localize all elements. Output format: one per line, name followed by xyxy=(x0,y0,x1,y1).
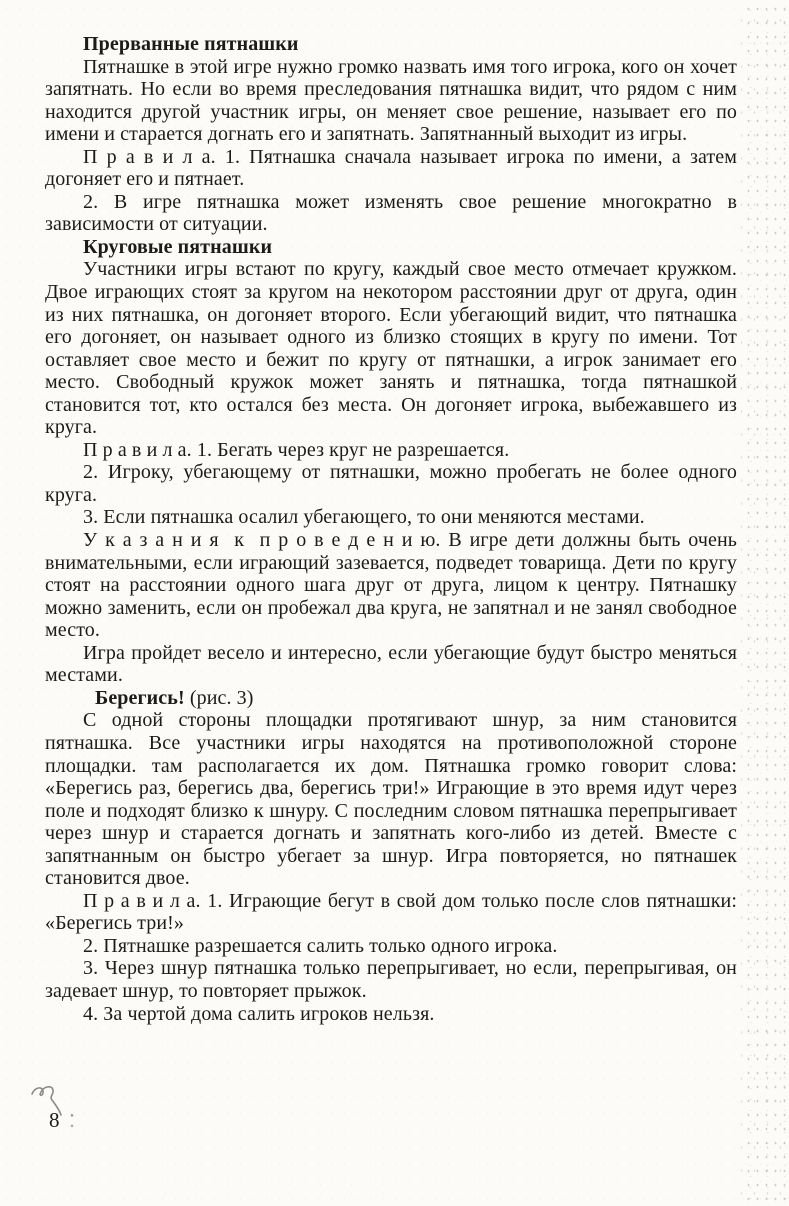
paragraph-text: С одной стороны площадки протягивают шнур, за ним становится пятнашка. Все участники игры находятся на противоположной стороне площадки. там располагается их дом. Пятнашка громко говорит слова: «Берегись раз, берегись два, берегись три!» Играющие в это время идут через поле и подходят близко к шнуру. С последним словом пятнашка перепрыгивает через шнур и старается догнать и запятнать кого-либо из детей. Вместе с запятнанным он быстро убегает за шнур. Игра повторяется, но пятнашек становится двое. xyxy=(45,709,737,890)
scan-noise-right-edge xyxy=(741,0,789,1206)
paragraph-text: 4. За чертой дома салить игроков нельзя. xyxy=(83,1002,435,1025)
rules-lead: П р а в и л а. xyxy=(83,438,192,461)
page-number: 8 xyxy=(49,1108,60,1132)
section-heading-watch-out xyxy=(45,687,737,710)
paragraph-text: 1. Бегать через круг не разрешается. xyxy=(196,438,510,461)
paragraph-rules xyxy=(45,439,737,462)
paragraph-text: 2. Пятнашке разрешается салить только одного игрока. xyxy=(83,934,558,957)
paragraph-text: Пятнашке в этой игре нужно громко назвать имя того игрока, кого он хочет запятнать. Но если во время преследования пятнашка видит, что рядом с ним находится другой участник игры, он меняет свое решение, называет его по имени и старается догнать его и запятнать. Запятнанный выходит из игры. xyxy=(45,55,737,146)
section-heading-circle-tag xyxy=(45,236,737,259)
paragraph-rule-2 xyxy=(45,191,737,236)
paragraph-rule-4 xyxy=(45,1003,737,1026)
paragraph-text: Игра пройдет весело и интересно, если убегающие будут быстро меняться местами. xyxy=(45,641,737,687)
section-heading-interrupted-tag xyxy=(45,33,737,56)
paragraph-text: 1. Пятнашка сначала называет игрока по имени, а затем догоняет его и пятнает. xyxy=(45,145,737,191)
paragraph-text: 2. Игроку, убегающему от пятнашки, можно пробегать не более одного круга. xyxy=(45,461,737,506)
figure-reference: (рис. 3) xyxy=(189,686,254,709)
paragraph-text: В игре дети должны быть очень внимательными, если играющий зазевается, подведет товарища. Дети по кругу стоят на расстоянии одного шага друг от друга, лицом к центру. Пятнашку можно заменить, если он пробежал два круга, не запятнал и не занял свободное место. xyxy=(45,529,737,642)
paragraph-rule-2 xyxy=(45,461,737,506)
paragraph-rule-3 xyxy=(45,957,737,1002)
paragraph-text: 1. Играющие бегут в свой дом только после слов пятнашки: «Берегись три!» xyxy=(45,889,737,935)
paragraph-rules xyxy=(45,146,737,191)
paragraph-text: Участники игры встают по кругу, каждый свое место отмечает кружком. Двое играющих стоят за кругом на некотором расстоянии друг от друга, один из них пятнашка, он догоняет второго. Если убегающий видит, что пятнашка его догоняет, он называет одного из близко стоящих в кругу по имени. Тот оставляет свое место и бежит по кругу от пятнашки, а игрок занимает его место. Свободный кружок может занять и пятнашка, тогда пятнашкой становится тот, кто остался без места. Он догоняет игрока, выбежавшего из круга. xyxy=(45,258,737,439)
paragraph xyxy=(45,642,737,687)
guidance-lead: У к а з а н и я к п р о в е д е н и ю. xyxy=(83,529,441,552)
paragraph xyxy=(45,258,737,438)
heading-text: Круговые пятнашки xyxy=(83,235,273,258)
paragraph-rules xyxy=(45,890,737,935)
page-text xyxy=(45,33,737,1025)
paragraph xyxy=(45,56,737,146)
paragraph-rule-2 xyxy=(45,935,737,958)
paragraph xyxy=(45,709,737,889)
heading-text: Берегись! xyxy=(95,686,185,709)
paragraph-text: 3. Если пятнашка осалил убегающего, то они меняются местами. xyxy=(83,506,645,529)
paragraph-text: 3. Через шнур пятнашка только перепрыгивает, но если, перепрыгивая, он задевает шнур, то повторяет прыжок. xyxy=(45,957,737,1002)
scan-noise-bottom xyxy=(150,1180,400,1202)
rules-lead: П р а в и л а. xyxy=(83,145,216,168)
paragraph-guidance xyxy=(45,529,737,642)
paragraph-rule-3 xyxy=(45,506,737,529)
rules-lead: П р а в и л а. xyxy=(83,889,201,912)
heading-text: Прерванные пятнашки xyxy=(83,33,299,55)
ink-speck-dots xyxy=(70,1113,74,1129)
paragraph-text: 2. В игре пятнашка может изменять свое решение многократно в зависимости от ситуации. xyxy=(45,190,737,236)
